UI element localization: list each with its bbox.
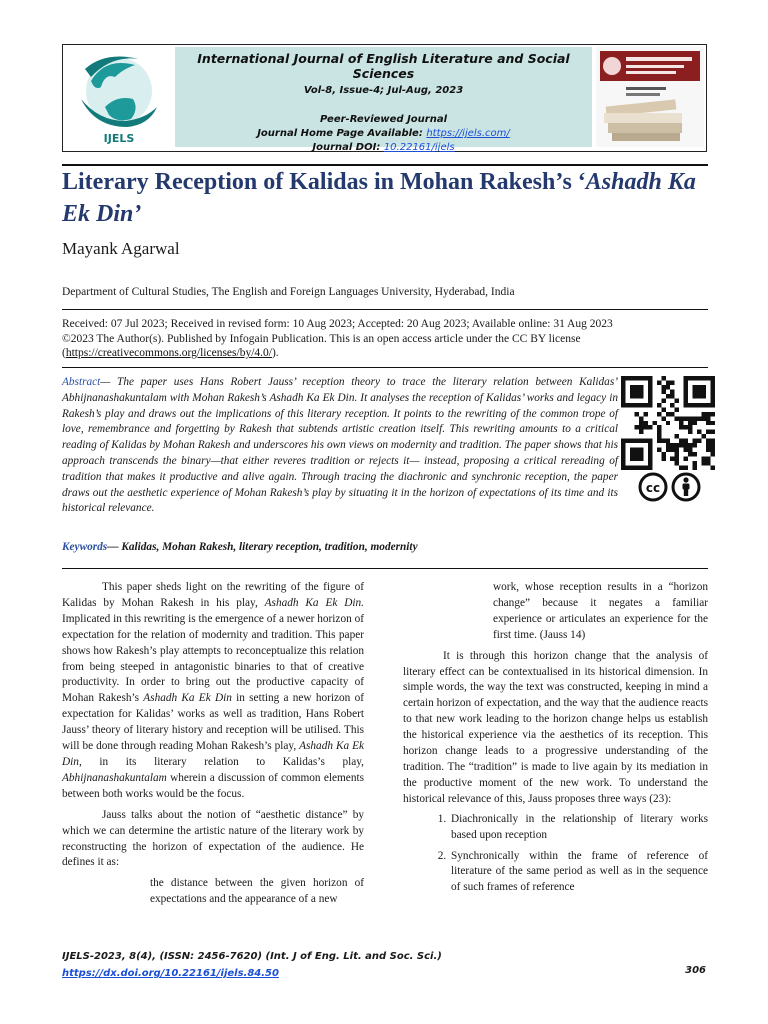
body-right-column: [403, 580, 708, 901]
qr-code-icon[interactable]: [620, 376, 716, 470]
peer-reviewed-label: Peer-Reviewed Journal: [319, 114, 448, 125]
journal-volume: Vol-8, Issue-4; Jul-Aug, 2023: [303, 85, 464, 96]
author-affiliation: Department of Cultural Studies, The English and Foreign Languages University, Hyderabad, India: [62, 286, 515, 298]
list-item: 1. Diachronically in the relationship of literary works based upon reception: [449, 812, 708, 844]
globe-icon: [65, 47, 173, 147]
svg-text:cc: cc: [645, 481, 661, 495]
horizon-change-paragraph: It is through this horizon change that the analysis of literary effect can be contextualised in its historical dimension. In simple words, the way the text was constructed, keeping in mind a certain horizon of expectation, and the way that the audience reacts to that new work leading to the horizon change helps us establish the historical experience via the aesthetics of its reception. This horizon change leads to a progressive understanding of the tradition. The “tradition” is made to live again by its mediation in the productive moment of the new work. To understand the historical relevance of this, Jauss proposes three ways (23):: [403, 649, 708, 805]
block-quote-end: work, whose reception results in a “horizon change” because it negates a familiar experience or articulates an experience for the first time. (Jauss 14): [493, 581, 708, 641]
keywords-text: — Kalidas, Mohan Rakesh, literary reception, tradition, modernity: [107, 541, 418, 553]
article-history: [62, 317, 702, 361]
reception-ways-list: [403, 812, 708, 897]
block-quote-start: the distance between the given horizon of expectations and the appearance of a new: [150, 877, 364, 906]
paper-title: [62, 166, 722, 230]
page-footer: [62, 948, 442, 982]
journal-logo: [65, 47, 173, 147]
keywords: [62, 541, 418, 553]
title-plain: Literary Reception of Kalidas in Mohan Rakesh’s ‘: [62, 169, 586, 195]
journal-doi-link[interactable]: 10.22161/ijels: [383, 142, 455, 153]
footer-citation: IJELS-2023, 8(4), (ISSN: 2456-7620) (Int. J of Eng. Lit. and Soc. Sci.): [62, 951, 442, 962]
journal-cover-image: [596, 47, 704, 147]
page-number: 306: [685, 965, 706, 976]
home-page-link[interactable]: https://ijels.com/: [426, 128, 510, 139]
journal-info-panel: [175, 47, 592, 153]
copyright-line: ©2023 The Author(s). Published by Infogain Publication. This is an open access article under the CC BY license: [62, 332, 581, 345]
history-divider: [62, 367, 708, 368]
cc-license-icon: [636, 472, 704, 502]
home-page-label: Journal Home Page Available:: [257, 128, 427, 139]
title-italic: Ashadh Ka Ek Din’: [62, 169, 696, 227]
article-doi-link[interactable]: https://dx.doi.org/10.22161/ijels.84.50: [62, 968, 279, 979]
author-name: Mayank Agarwal: [62, 239, 180, 258]
received-dates: Received: 07 Jul 2023; Received in revised form: 10 Aug 2023; Accepted: 20 Aug 2023; Available online: 31 Aug 2023: [62, 318, 613, 330]
aesthetic-distance-paragraph: Jauss talks about the notion of “aesthetic distance” by which we can determine the artistic nature of the literary work by reconstructing the horizon of expectation of the audience. He defines it as:: [62, 808, 364, 869]
abstract: [62, 375, 618, 517]
list-item: 2. Synchronically within the frame of reference of literature of the same period as well as in the sequence of such frames of reference: [449, 849, 708, 897]
keywords-label: Keywords: [62, 541, 108, 553]
journal-name: International Journal of English Literature and Social Sciences: [197, 51, 570, 81]
affiliation-divider: [62, 309, 708, 310]
journal-header: [62, 44, 707, 152]
keywords-divider: [62, 568, 708, 569]
license-line: (https://creativecommons.org/licenses/by/4.0/).: [62, 347, 279, 359]
journal-home-page: [175, 128, 592, 139]
abstract-text: — The paper uses Hans Robert Jauss’ reception theory to trace the literary relation between Kalidas’ Abhijnanashakuntalam with Mohan Rakesh’s Ashadh Ka Ek Din. It analyses the reception of Kalidas’ works and legacy in Rakesh’s play and draws out the implications of this literary reception. It points to the rewriting of the common trope of love, remembrance and forgetting by Rakesh that subtends artistic creation itself. This rewriting amounts to a critical reading of Kalidas by Mohan Rakesh and underscores his own views on modernity and tradition. The paper shows that his approach transcends the binary—that either reveres tradition or rejects it— instead, proposing a critical rereading of tradition that makes it productive and alive again. Through tracing the diachronic and synchronic reception, the paper draws out the aesthetic experience of Mohan Rakesh’s play by situating it in the horizon of expectations of its time and its historical relevance.: [62, 376, 618, 515]
svg-text:IJELS: IJELS: [103, 132, 135, 145]
person-attribution-icon: [673, 474, 699, 500]
doi-label: Journal DOI:: [312, 142, 384, 153]
body-left-column: [62, 580, 364, 908]
intro-paragraph: This paper sheds light on the rewriting of the figure of Kalidas by Mohan Rakesh in his play, Ashadh Ka Ek Din. Implicated in this rewriting is the emergence of a newer horizon of expectation for the relation of modernity and tradition. This paper shows how Rakesh’s play attempts to reconceptualize this relation from being steeped in antagonistic binaries to that of creative productivity. In order to bring out the productive capacity of Mohan Rakesh’s Ashadh Ka Ek Din in setting a new horizon of expectation for Kalidas’ works as well as tradition, Hans Robert Jauss’ theory of literary history and reception will be utilised. This will be done through reading Mohan Rakesh’s play, Ashadh Ka Ek Din, in its literary relation to Kalidas’s play, Abhijnanashakuntalam wherein a discussion of common elements between both works would be the focus.: [62, 581, 364, 800]
license-link[interactable]: https://creativecommons.org/licenses/by/4.0/: [65, 347, 272, 359]
abstract-label: Abstract: [62, 376, 101, 388]
journal-doi: [175, 142, 592, 153]
